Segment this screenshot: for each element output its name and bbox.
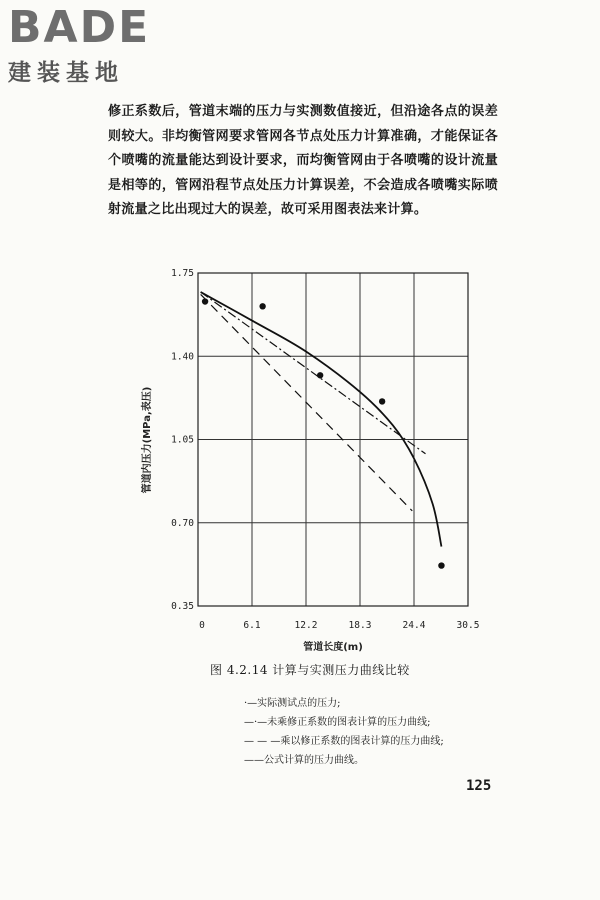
x-tick-label: 6.1 [243,620,261,631]
y-tick-label: 0.35 [171,601,194,612]
y-tick-label: 1.40 [171,351,194,363]
measured-point [202,298,208,304]
x-tick-label: 0 [199,620,205,631]
page-number: 125 [466,778,492,794]
y-tick-labels [171,268,194,612]
y-tick-label: 1.75 [171,268,194,279]
legend-item: — — —乘以修正系数的图表计算的压力曲线; [244,736,444,747]
legend-item: ——公式计算的压力曲线。 [244,755,364,766]
brand-logo-text: BADE [8,2,151,53]
legend-item: —·—未乘修正系数的图表计算的压力曲线; [244,717,431,728]
brand-subtitle: 建装基地 [8,60,124,86]
chart-series [201,292,442,547]
y-tick-label: 0.70 [171,517,194,529]
x-tick-label: 18.3 [348,620,372,631]
x-tick-label: 12.2 [294,620,318,631]
series-line-solid [201,292,442,547]
legend-item: ·—实际测试点的压力; [244,698,341,709]
y-axis-label: 管道内压力(MPa,表压) [142,386,153,494]
x-tick-labels [199,620,479,631]
series-line-dash-dot [201,292,426,454]
chart-grid [198,273,468,606]
measured-point [438,562,444,568]
measured-point [379,398,385,404]
body-text: 修正系数后，管道末端的压力与实测数值接近，但沿途各点的误差则较大。非均衡管网要求管网各节点处压力计算准确，才能保证各个喷嘴的流量能达到设计要求，而均衡管网由于各喷嘴的设计流量是相等的，管网沿程节点处压力计算误差，不会造成各喷嘴实际喷射流量之比出现过大的误差，故可采用图表法来计算。 [108,104,498,217]
x-tick-label: 24.4 [402,620,426,631]
x-axis-label: 管道长度(m) [303,642,363,653]
x-tick-label: 30.5 [456,620,480,631]
figure-legend [244,694,444,770]
measured-point [317,372,323,378]
y-tick-label: 1.05 [171,434,194,446]
measured-points [202,298,445,568]
figure-caption: 图 4.2.14 计算与实测压力曲线比较 [210,663,410,677]
measured-point [259,303,265,309]
